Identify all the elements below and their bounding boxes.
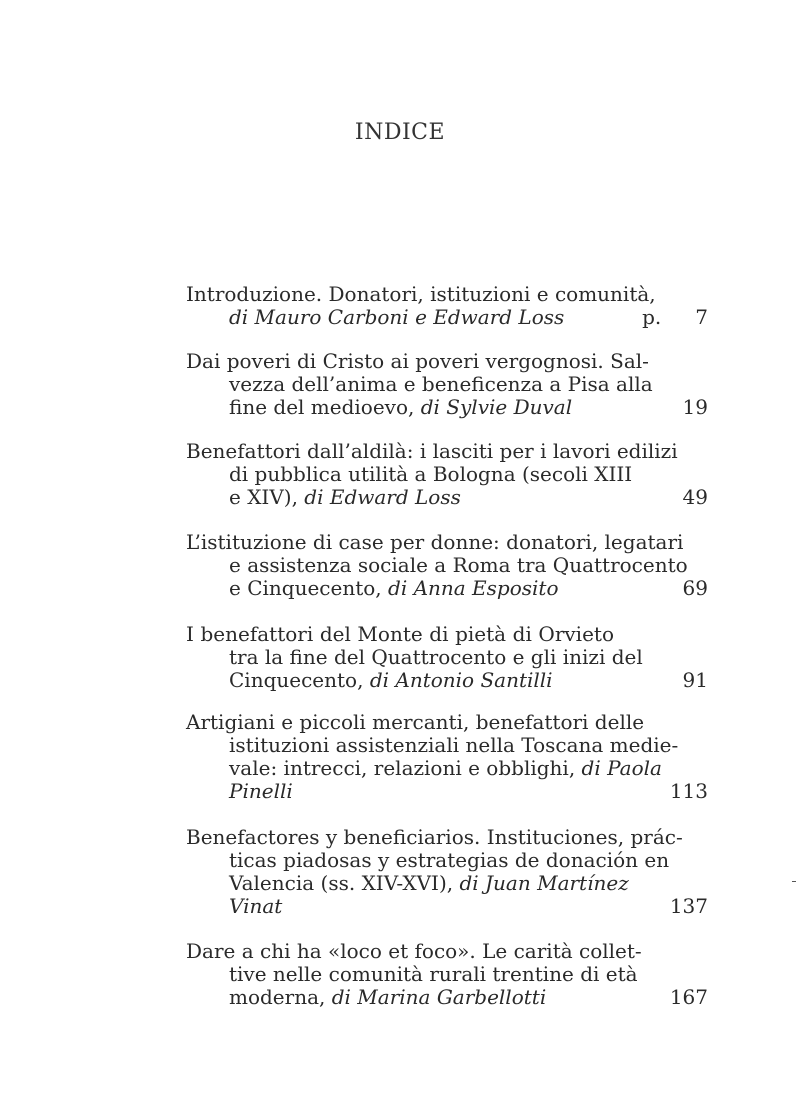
toc-entry xyxy=(186,711,708,803)
entry-line: tra la fine del Quattrocento e gli inizi del xyxy=(229,645,643,669)
entry-author: di Antonio Santilli xyxy=(369,668,553,692)
entry-page-number: 167 xyxy=(669,985,708,1009)
entry-line: Benefactores y beneficiarios. Instituciones, prác- xyxy=(186,825,683,849)
page-title: INDICE xyxy=(354,120,446,145)
entry-author: Pinelli xyxy=(229,779,293,803)
entry-last-line xyxy=(229,669,614,692)
toc-entry xyxy=(186,350,708,419)
scan-edge-mark xyxy=(792,881,796,882)
entry-page-number xyxy=(642,306,708,329)
entry-last-line xyxy=(229,780,614,803)
entry-line: Artigiani e piccoli mercanti, benefattori delle xyxy=(186,710,645,734)
page-prefix: p. xyxy=(642,305,662,329)
entry-last-line xyxy=(229,986,614,1009)
entry-author: di Marina Garbellotti xyxy=(331,985,547,1009)
entry-line: tive nelle comunità rurali trentine di età xyxy=(229,962,638,986)
entry-page-number: 91 xyxy=(682,668,708,692)
entry-line: I benefattori del Monte di pietà di Orvieto xyxy=(186,622,614,646)
entry-author: di Juan Martínez xyxy=(459,871,629,895)
entry-last-text: fine del medioevo, xyxy=(229,395,421,419)
entry-last-line xyxy=(229,895,614,918)
entry-last-text: e XIV), xyxy=(229,485,305,509)
entry-line: vale: intrecci, relazioni e obblighi, di Paola xyxy=(229,756,662,780)
entry-last-line xyxy=(229,396,614,419)
entry-page-number: 137 xyxy=(669,894,708,918)
entry-last-line xyxy=(229,306,614,329)
toc-entry xyxy=(186,623,708,692)
entry-page-number: 19 xyxy=(682,395,708,419)
entry-line: Introduzione. Donatori, istituzioni e comunità, xyxy=(186,282,656,306)
entry-line: vezza dell’anima e beneficenza a Pisa alla xyxy=(229,372,653,396)
entry-line: L’istituzione di case per donne: donatori, legatari xyxy=(186,530,684,554)
entry-last-text: Cinquecento, xyxy=(229,668,370,692)
entry-line: di pubblica utilità a Bologna (secoli XIII xyxy=(229,462,633,486)
toc-entry xyxy=(186,940,708,1009)
toc-entry xyxy=(186,826,708,918)
entry-author: di Paola xyxy=(581,756,662,780)
entry-line: Dare a chi ha «loco et foco». Le carità collet- xyxy=(186,939,642,963)
entry-line: ticas piadosas y estrategias de donación en xyxy=(229,848,670,872)
entry-page-number: 49 xyxy=(682,485,708,509)
entry-author: di Sylvie Duval xyxy=(420,395,573,419)
entry-page-number: 69 xyxy=(682,576,708,600)
entry-author: di Anna Esposito xyxy=(388,576,559,600)
entry-last-line xyxy=(229,577,614,600)
toc-entry xyxy=(186,440,708,509)
toc-entry xyxy=(186,283,708,329)
entry-author: Vinat xyxy=(229,894,283,918)
toc-entry xyxy=(186,531,708,600)
page-value: 7 xyxy=(695,305,708,329)
entry-author: di Mauro Carboni e Edward Loss xyxy=(229,305,565,329)
entry-last-text: e Cinquecento, xyxy=(229,576,389,600)
entry-author: di Edward Loss xyxy=(304,485,461,509)
entry-line: Benefattori dall’aldilà: i lasciti per i lavori edilizi xyxy=(186,439,678,463)
entry-last-line xyxy=(229,486,614,509)
entry-page-number: 113 xyxy=(669,779,708,803)
entry-last-text: moderna, xyxy=(229,985,332,1009)
entry-line: Dai poveri di Cristo ai poveri vergognosi. Sal- xyxy=(186,349,649,373)
entry-line: istituzioni assistenziali nella Toscana medie- xyxy=(229,733,679,757)
entry-line: e assistenza sociale a Roma tra Quattrocento xyxy=(229,553,688,577)
entry-line: Valencia (ss. XIV-XVI), di Juan Martínez xyxy=(229,871,629,895)
